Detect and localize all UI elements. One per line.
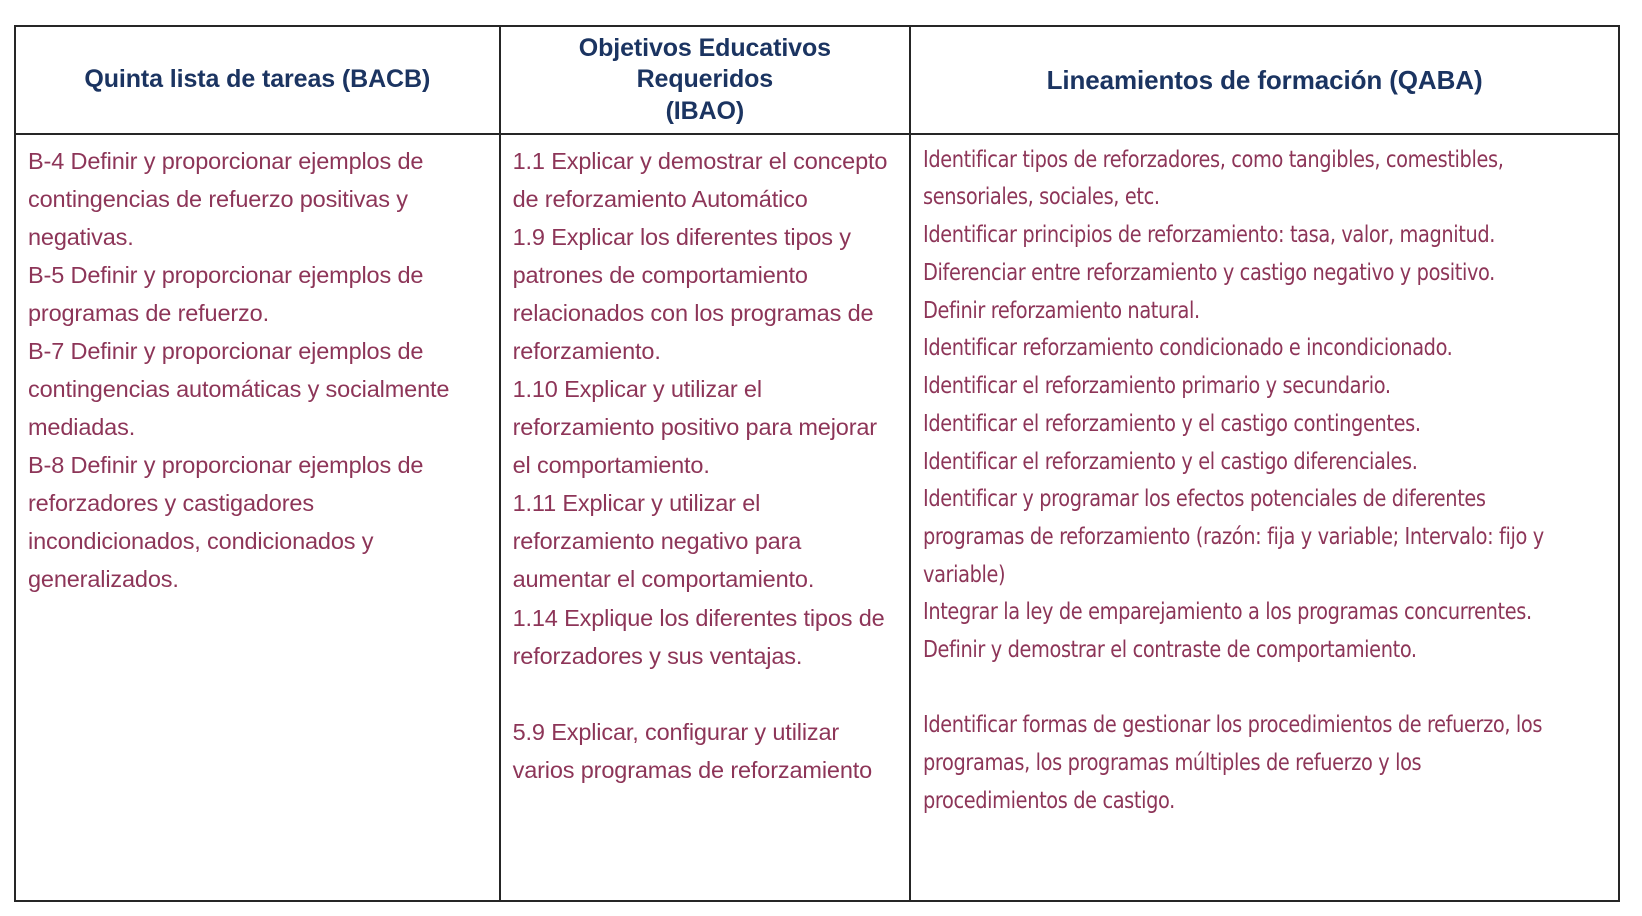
column-header-bacb — [15, 26, 500, 134]
column-header-bacb-label: Quinta lista de tareas (BACB) — [84, 65, 431, 94]
list-item: 1.11 Explicar y utilizar el reforzamiento negativo para aumentar el comportamiento. — [512, 490, 815, 593]
table-row — [15, 134, 1619, 901]
list-item: Integrar la ley de emparejamiento a los programas concurrentes. — [923, 599, 1532, 626]
list-item: Definir y demostrar el contraste de comportamiento. — [923, 637, 1417, 664]
list-item: Definir reforzamiento natural. — [923, 297, 1200, 324]
list-item — [923, 670, 1563, 707]
list-item: 1.1 Explicar y demostrar el concepto de reforzamiento Automático — [512, 147, 888, 212]
list-item: Diferenciar entre reforzamiento y castigo negativo y positivo. — [923, 259, 1495, 286]
cell-bacb — [15, 134, 500, 901]
bacb-items-list — [28, 142, 489, 599]
list-item: 1.9 Explicar los diferentes tipos y patrones de comportamiento relacionados con los programas de reforzamiento. — [512, 223, 874, 365]
list-item: Identificar el reforzamiento primario y secundario. — [923, 373, 1391, 400]
list-item: Identificar el reforzamiento y el castigo contingentes. — [923, 410, 1421, 437]
list-item: B-8 Definir y proporcionar ejemplos de reforzadores y castigadores incondicionados, condicionados y generalizados. — [28, 452, 424, 593]
list-item: 1.14 Explique los diferentes tipos de reforzadores y sus ventajas. — [512, 604, 885, 669]
list-item: 5.9 Explicar, configurar y utilizar varios programas de reforzamiento — [512, 718, 873, 783]
table-body — [15, 134, 1619, 901]
list-item: Identificar el reforzamiento y el castigo diferenciales. — [923, 448, 1418, 475]
column-header-qaba-label: Lineamientos de formación (QABA) — [1046, 64, 1483, 95]
list-item: B-5 Definir y proporcionar ejemplos de programas de refuerzo. — [28, 261, 424, 326]
qaba-items-list — [923, 142, 1608, 820]
list-item: Identificar tipos de reforzadores, como tangibles, comestibles, sensoriales, sociales, etc. — [923, 146, 1504, 211]
cell-qaba — [910, 134, 1619, 901]
list-item: 1.10 Explicar y utilizar el reforzamiento positivo para mejorar el comportamiento. — [512, 376, 877, 479]
list-item: Identificar reforzamiento condicionado e incondicionado. — [923, 335, 1453, 362]
column-header-ibao-label-line2: (IBAO) — [665, 96, 745, 125]
crosswalk-table — [14, 25, 1620, 902]
table-header-row — [15, 26, 1619, 134]
list-item: B-4 Definir y proporcionar ejemplos de contingencias de refuerzo positivas y negativas. — [28, 147, 424, 250]
list-item: Identificar formas de gestionar los procedimientos de refuerzo, los programas, los programas múltiples de refuerzo y los procedimientos de castigo. — [923, 712, 1543, 814]
ibao-items-list — [513, 142, 900, 789]
column-header-ibao — [500, 26, 911, 134]
column-header-ibao-label-line1: Objetivos Educativos Requeridos — [578, 34, 831, 94]
crosswalk-table-container — [14, 25, 1620, 902]
table-header — [15, 26, 1619, 134]
list-item: Identificar principios de reforzamiento: tasa, valor, magnitud. — [923, 222, 1496, 249]
list-item: Identificar y programar los efectos potenciales de diferentes programas de reforzamiento (razón: fija y variable; Intervalo: fijo y variable) — [923, 486, 1544, 588]
column-header-qaba — [910, 26, 1619, 134]
cell-ibao — [500, 134, 911, 901]
list-item: B-7 Definir y proporcionar ejemplos de contingencias automáticas y socialmente mediadas. — [28, 338, 450, 441]
list-item — [513, 675, 900, 713]
